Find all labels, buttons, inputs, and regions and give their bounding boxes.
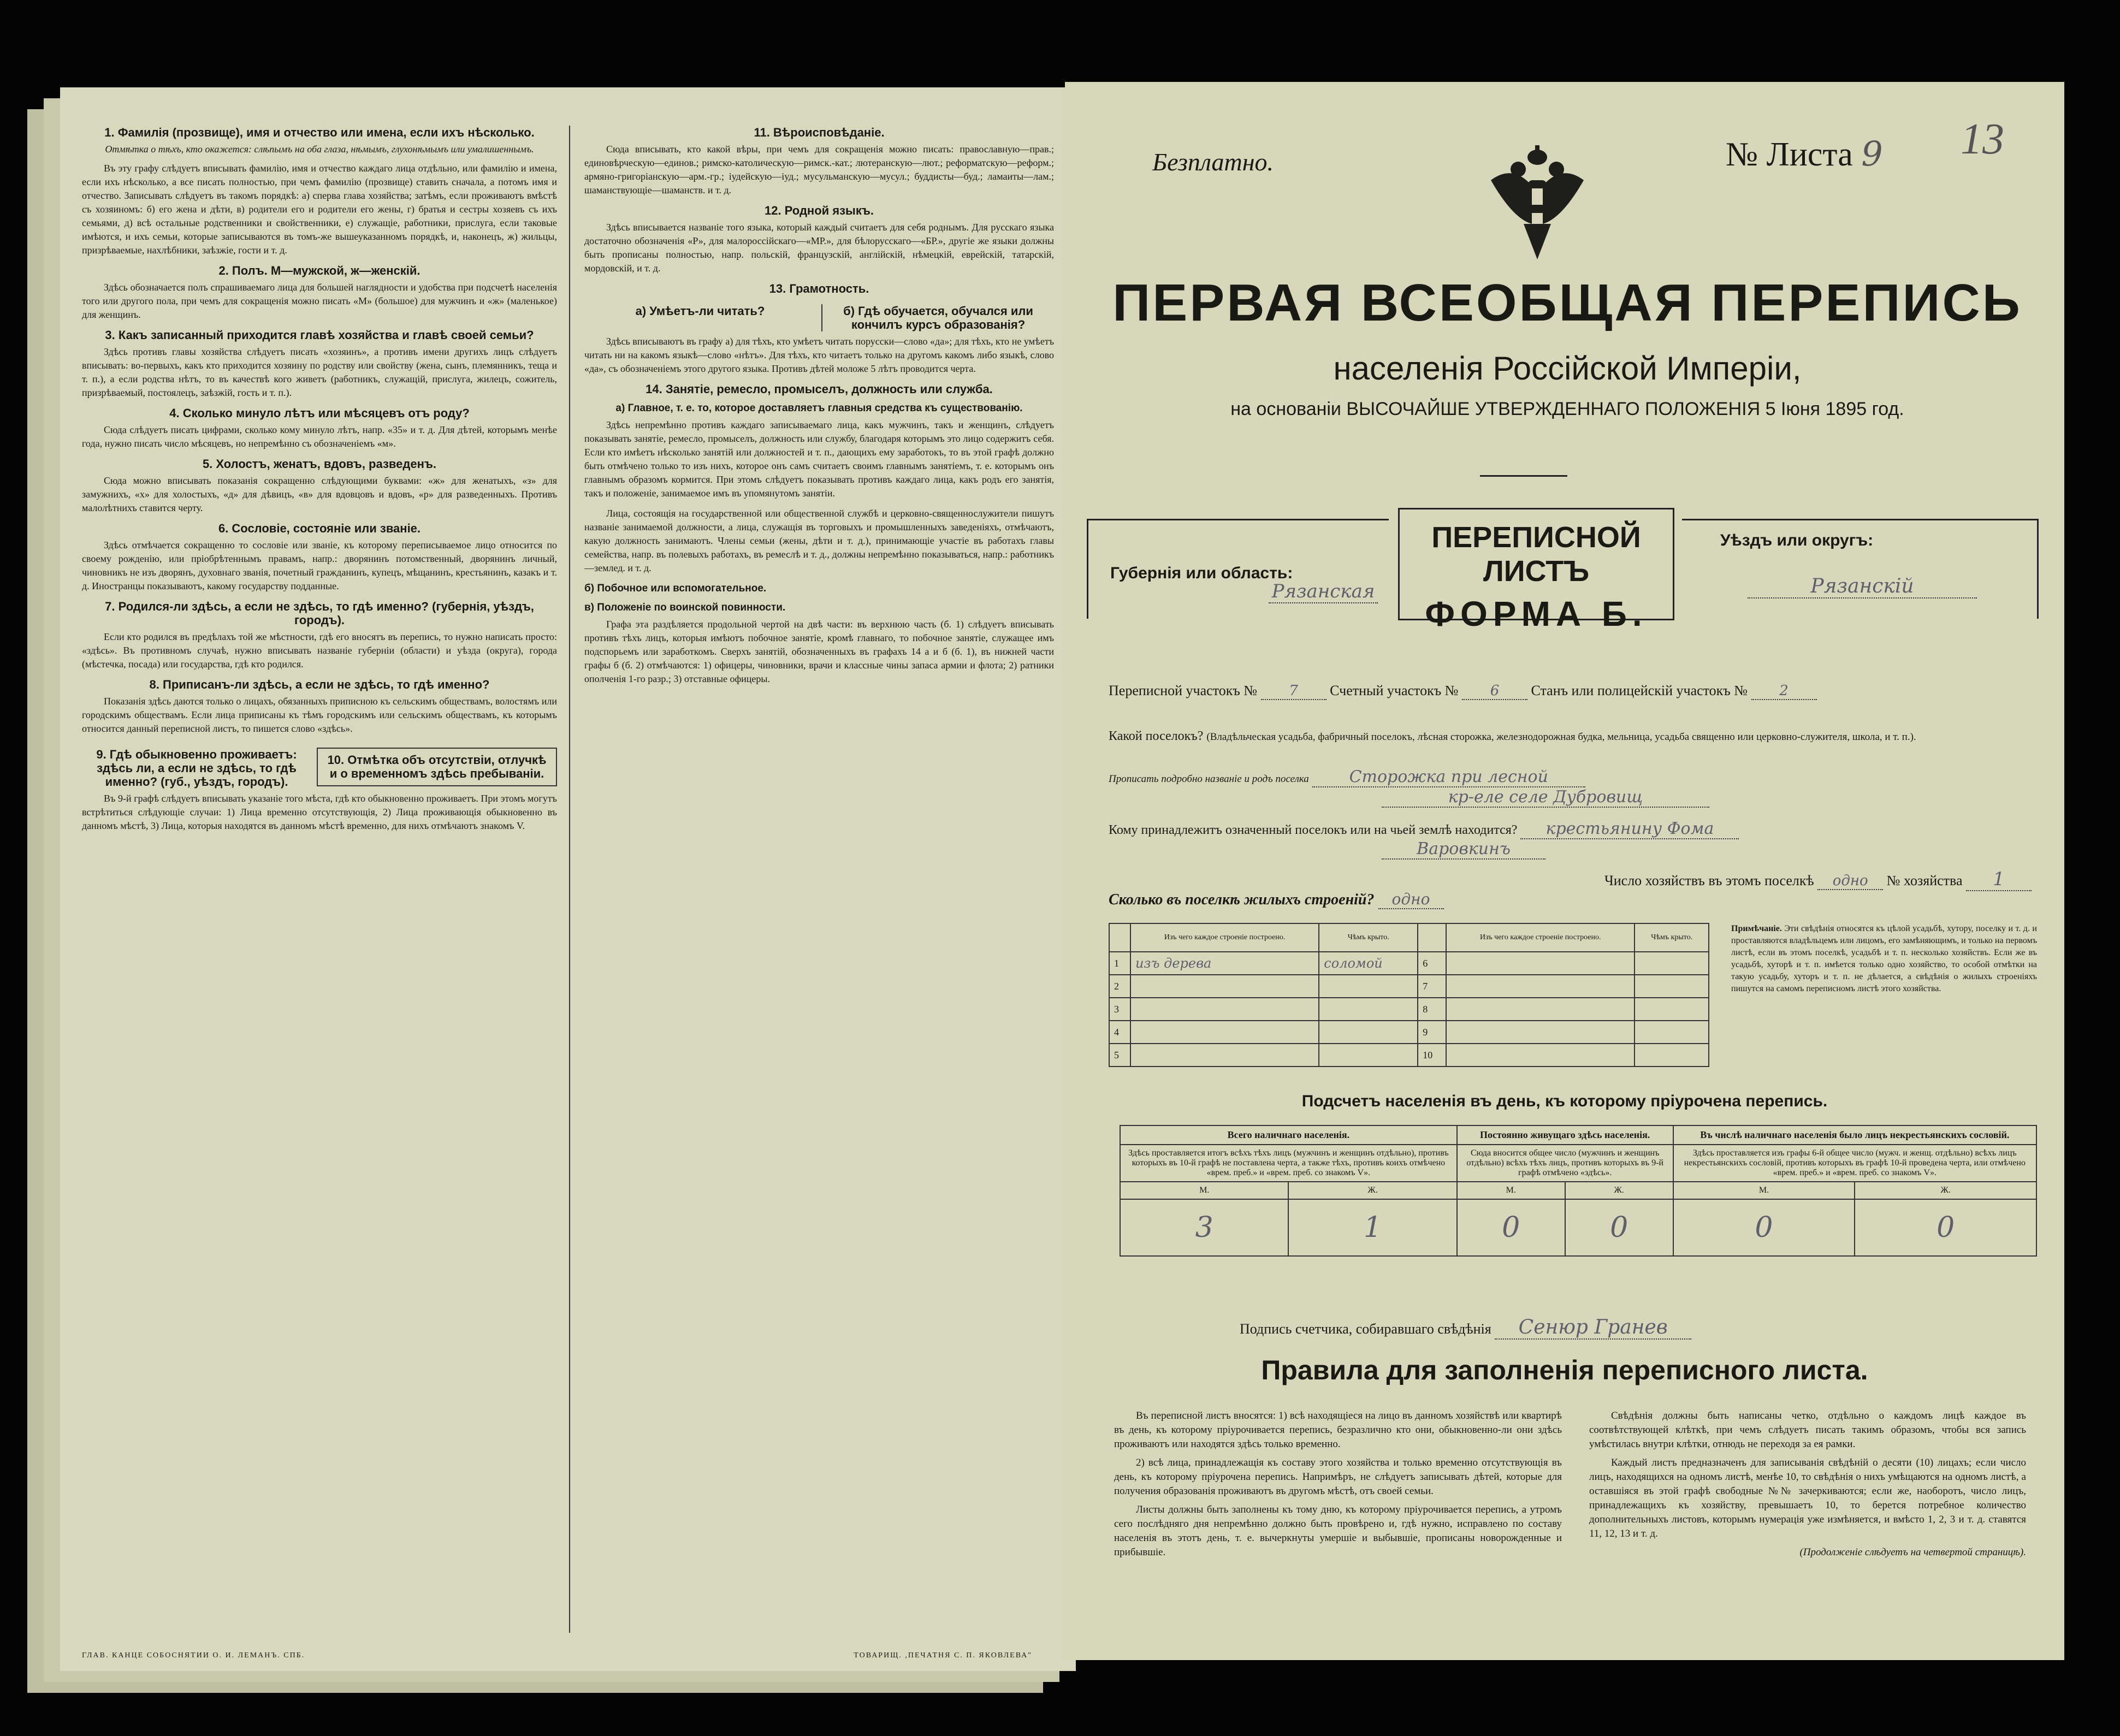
signature-value[interactable]: Сенюр Гранев <box>1495 1316 1691 1340</box>
rules-continued: (Продолженіе слѣдуетъ на четвертой страницѣ). <box>1799 1547 2026 1558</box>
form-type: ФОРМА Б. <box>1425 594 1648 633</box>
poselok-label: Какой поселокъ? <box>1109 729 1204 743</box>
section-8-title: 8. Приписанъ-ли здѣсь, а если не здѣсь, то гдѣ именно? <box>149 678 490 691</box>
section-10-title: 10. Отмѣтка объ отсутствіи, отлучкѣ и о временномъ здѣсь пребываніи. <box>317 748 557 786</box>
ct-desc-nonpeasant: Здѣсь проставляется изъ графы 6-й общее число (мужч. и женщ. отдѣльно) всѣхъ лицъ некрестьянскихъ сословій, противъ которыхъ въ графѣ 10-й проведена черта, или отмѣчено «врем. преб.» и «врем. преб. со знакомъ V». <box>1673 1145 2036 1182</box>
male-header: М. <box>1457 1182 1565 1199</box>
left-page <box>60 87 1076 1671</box>
owner-line <box>1109 819 1739 860</box>
section-7-text: Если кто родился въ предѣлахъ той же мѣстности, гдѣ его вносятъ въ перепись, то нужно написать просто: «здѣсь». Въ противномъ случаѣ, нужно вписывать названіе губерніи (области) и уѣзда (округа), города (мѣстечка, посада) или государства, гдѣ кто родился. <box>82 631 557 669</box>
material-cell[interactable] <box>1130 998 1319 1021</box>
poselok-line <box>1109 729 2037 744</box>
material-cell[interactable] <box>1446 998 1635 1021</box>
census-subtitle: населенія Россійской Имперіи, <box>1333 350 1802 387</box>
ct-header-nonpeasant: Въ числѣ наличнаго населенія было лицъ некрестьянскихъ сословій. <box>1673 1125 2036 1145</box>
roof-cell[interactable] <box>1319 1044 1418 1067</box>
material-cell[interactable] <box>1446 952 1635 975</box>
handwritten-page-number: 13 <box>1961 115 2004 163</box>
owner-value-2[interactable]: Варовкинъ <box>1382 839 1545 860</box>
roof-cell[interactable] <box>1635 1021 1709 1044</box>
material-cell[interactable] <box>1130 1021 1319 1044</box>
section-4-title: 4. Сколько минуло лѣтъ или мѣсяцевъ отъ роду? <box>169 406 470 420</box>
household-no-label: № хозяйства <box>1886 873 1963 888</box>
uezd-label: Уѣздъ или округъ: <box>1720 531 1874 549</box>
bt-header-roof: Чѣмъ крыто. <box>1319 923 1418 952</box>
count-resident-female[interactable]: 0 <box>1565 1199 1673 1256</box>
rules-paragraph: Свѣдѣнія должны быть написаны четко, отдѣльно о каждомъ лицѣ каждое въ соотвѣтствующей клѣткѣ, при чемъ слѣдуетъ писать такимъ образомъ, чтобы вся запись умѣстилась внутри клѣтки, отнюдь не переходя за ея рамки. <box>1589 1410 2026 1450</box>
households-count-value[interactable]: одно <box>1817 873 1883 890</box>
section-2-text: Здѣсь обозначается полъ спрашиваемаго лица для большей наглядности и удобства при подсчетѣ населенія того или другого пола, при чемъ для сокращенія можно писать «М» (большое) для мужчинъ и «ж» (маленькое) для женщинъ. <box>82 282 557 320</box>
section-4-text: Сюда слѣдуетъ писать цифрами, сколько кому минуло лѣтъ, напр. «35» и т. д. Для дѣтей, которымъ менѣе года, нужно писать число мѣсяцевъ, но непремѣнно съ обозначеніемъ «м». <box>82 424 557 449</box>
census-title: ПЕРВАЯ ВСЕОБЩАЯ ПЕРЕПИСЬ <box>1112 274 2022 332</box>
roof-cell[interactable] <box>1319 1021 1418 1044</box>
section-1-text: Въ эту графу слѣдуетъ вписывать фамилію, имя и отчество каждаго лица отдѣльно, или фамилію и имена, если ихъ нѣсколько, а все писать полностью, при чемъ фамилію (прозвище) ставить сначала, а потомъ имя и отчество. Записывать слѣдуетъ въ такомъ порядкѣ: а) сперва глава хозяйства; затѣмъ, если проживаютъ вмѣстѣ съ хозяиномъ: б) его жена и дѣти, в) родители его и родители его жены, г) братья и сестры хозяевъ съ ихъ семьями, д) всѣ остальные родственники и свойственники, е) служащіе, работники, прислуга, если таковые имѣются, и ихъ семьи, которые записываются въ томъ-же вышеуказанномъ порядкѣ, и, наконецъ, ж) жильцы, призрѣваемые, нахлѣбники, заѣзжіе, гости и т. д. <box>82 163 557 256</box>
section-3-title: 3. Какъ записанный приходится главѣ хозяйства и главѣ своей семьи? <box>105 328 534 342</box>
instructions-column-2 <box>584 120 1054 692</box>
table-row <box>1109 1021 1709 1044</box>
ct-desc-present: Здѣсь проставляется итогъ всѣхъ тѣхъ лицъ (мужчинъ и женщинъ отдѣльно), противъ которыхъ въ 10-й графѣ не поставлена черта, а также тѣхъ, противъ коихъ отмѣчено «врем. преб.» и «врем. преб. со знакомъ V». <box>1120 1145 1457 1182</box>
row-number: 4 <box>1109 1021 1130 1044</box>
population-count-table <box>1120 1125 2037 1257</box>
section-9-title: 9. Гдѣ обыкновенно проживаетъ: здѣсь ли, а если не здѣсь, то гдѣ именно? (губ., уѣздъ, городъ). <box>96 748 297 789</box>
section-14v: в) Положеніе по воинской повинности. <box>584 602 786 613</box>
poselok-hint2: Прописать подробно названіе и родъ поселка <box>1109 773 1309 785</box>
section-1-note: Отмѣтка о тѣхъ, кто окажется: слѣпымъ на оба глаза, нѣмымъ, глухонѣмымъ или умалишеннымъ. <box>105 144 534 155</box>
section-14b: б) Побочное или вспомогательное. <box>584 583 767 594</box>
table-row <box>1109 1044 1709 1067</box>
female-header: Ж. <box>1565 1182 1673 1199</box>
poselok-hint: (Владѣльческая усадьба, фабричный поселокъ, лѣсная сторожка, железнодорожная будка, мельница, усадьба священно или церковно-служителя, школа, и т. п.). <box>1206 731 1916 743</box>
section-2-title: 2. Полъ. М—мужской, ж—женскій. <box>218 264 421 277</box>
roof-cell[interactable] <box>1635 998 1709 1021</box>
divider <box>1480 475 1567 477</box>
uchastok-value[interactable]: 7 <box>1261 683 1327 700</box>
roof-cell[interactable] <box>1635 952 1709 975</box>
section-5-title: 5. Холостъ, женатъ, вдовъ, разведенъ. <box>202 457 437 471</box>
section-13-text: Здѣсь вписываютъ въ графу а) для тѣхъ, кто умѣетъ читать порусски—слово «да»; для тѣхъ, кто не умѣетъ читать ни на какомъ языкѣ—слово «нѣтъ». Для тѣхъ, кто читаетъ только на другомъ какомъ либо языкѣ, слово «да», съ обозначеніемъ этого другого языка. Противъ дѣтей моложе 5 лѣтъ проводится черта. <box>584 336 1054 374</box>
roof-cell[interactable] <box>1635 975 1709 998</box>
section-13b: б) Гдѣ обучается, обучался или кончилъ курсъ образованія? <box>821 304 1054 331</box>
table-row <box>1109 975 1709 998</box>
poselok-value-line <box>1109 767 2037 808</box>
form-title-box <box>1398 508 1674 633</box>
stan-value[interactable]: 2 <box>1751 683 1817 700</box>
material-cell[interactable] <box>1130 1044 1319 1067</box>
section-12-text: Здѣсь вписывается названіе того языка, который каждый считаетъ для себя роднымъ. Для русскаго языка достаточно обозначенія «Р», для малороссійскаго—«МР.», для бѣлорусскаго—«БР.», другіе же языки должны быть прописаны полностью, напр. польскій, французскій, англійскій, нѣмецкій, еврейскій, татарскій, мордовскій, и т. д. <box>584 222 1054 274</box>
sheet-number-label: № Листа <box>1726 136 1853 173</box>
buildings-line <box>1109 890 1444 909</box>
section-13a: а) Умѣетъ-ли читать? <box>635 304 765 318</box>
section-6-title: 6. Сословіе, состояніе или званіе. <box>218 522 421 535</box>
note-title: Примѣчаніе. <box>1731 924 1782 933</box>
count-present-female[interactable]: 1 <box>1288 1199 1456 1256</box>
uchastok-label: Переписной участокъ № <box>1109 683 1258 698</box>
count-present-male[interactable]: 3 <box>1120 1199 1288 1256</box>
section-11-title: 11. Вѣроисповѣданіе. <box>754 126 885 139</box>
count-nonpeasant-male[interactable]: 0 <box>1673 1199 1855 1256</box>
stan-label: Станъ или полицейскій участокъ № <box>1531 683 1748 698</box>
census-basis: на основаніи ВЫСОЧАЙШЕ УТВЕРЖДЕННАГО ПОЛОЖЕНІЯ 5 Іюня 1895 год. <box>1230 399 1904 419</box>
owner-value-1[interactable]: крестьянину Фома <box>1520 819 1739 839</box>
section-14-text2: Лица, состоящія на государственной или общественной службѣ и церковно-священнослужители пишутъ названіе занимаемой должности, а лица, служащія въ торговыхъ и промышленныхъ заведеніяхъ, отмѣчаютъ, какую должность занимаютъ. Члены семьи (жены, дѣти и т. д.), принимающіе участіе въ работахъ главы семейства, напр. въ полевыхъ работахъ, въ ремеслѣ и т. д., должны непремѣнно показываться, напр.: работникъ—землед. и т. д. <box>584 508 1054 573</box>
population-count-title: Подсчетъ населенія въ день, къ которому пріурочена перепись. <box>1301 1092 1828 1110</box>
row-number: 5 <box>1109 1044 1130 1067</box>
section-8-text: Показанія здѣсь даются только о лицахъ, обязанныхъ приписною къ сельскимъ обществамъ, волостямъ или городскимъ обществамъ. Если лица приписаны къ тѣмъ городскимъ или сельскимъ обществамъ, къ которымъ относится данный переписной листъ, то пишется слово «здѣсь». <box>82 696 557 734</box>
column-divider <box>569 126 570 1633</box>
row-number: 1 <box>1109 952 1130 975</box>
rules-column-1 <box>1114 1409 1562 1564</box>
section-14-text3: Графа эта раздѣляется продольной чертой на двѣ части: въ верхнюю часть (б. 1) слѣдуетъ вписывать противъ тѣхъ лицъ, которыя имѣютъ побочное занятіе, кромѣ главнаго, то побочное занятіе, служащее имъ подспорьемъ или заработкомъ. Сверхъ занятій, обозначенныхъ въ графахъ 14 а и б (б. 1), въ нижней части графы б (б. 2) отмѣчаются: 1) офицеры, чиновники, врачи и классные чины запаса армии и флота; 2) ратники ополченія 1-го разр.; 3) отставные офицеры. <box>584 619 1054 684</box>
material-cell[interactable]: изъ дерева <box>1130 952 1319 975</box>
schetny-value[interactable]: 6 <box>1462 683 1527 700</box>
gubernia-box <box>1087 519 1389 619</box>
rules-paragraph: Въ переписной листъ вносятся: 1) всѣ находящіеся на лицо въ данномъ хозяйствѣ или квартирѣ въ день, къ которому пріурочивается перепись, безразлично кто они, обыкновенно-ли они здѣсь проживаютъ или находятся здѣсь только временно. <box>1114 1410 1562 1450</box>
section-14-text: Здѣсь непремѣнно противъ каждаго записываемаго лица, какъ мужчинъ, такъ и женщинъ, слѣдуетъ показывать занятіе, ремесло, промыселъ, должность или службу, благодаря которымъ это лицо содержитъ себя. Если кто имѣетъ нѣсколько занятій или должностей и т. п., дающихъ ему заработокъ, то въ этой графѣ должно быть отмѣчено только то изъ нихъ, которое онъ самъ считаетъ своимъ главнымъ занятіемъ, т. е. которымъ онъ главнымъ образомъ кормится. При этомъ слѣдуетъ показывать противъ каждаго лица, какъ родъ его занятія, такъ и положеніе, занимаемое имъ въ упомянутомъ занятіи. <box>584 419 1054 499</box>
roof-cell[interactable] <box>1319 975 1418 998</box>
form-title: ПЕРЕПИСНОЙ ЛИСТЪ <box>1431 521 1641 588</box>
table-row <box>1109 998 1709 1021</box>
section-11-text: Сюда вписывать, кто какой вѣры, при чемъ для сокращенія можно писать: православную—прав.; единовѣрческую—единов.; римско-католическую—римск.-кат.; лютеранскую—лют.; реформатскую—реформ.; армяно-григоріанскую—арм.-гр.; іудейскую—іуд.; мусульманскую—мусул.; буддисты—буд.; ламаиты—лам.; шаманствующіе—шаманств. и т. д. <box>584 144 1054 195</box>
material-cell[interactable] <box>1446 1044 1635 1067</box>
right-page <box>1065 82 2064 1660</box>
bt-header-roof-2: Чѣмъ крыто. <box>1635 923 1709 952</box>
buildings-value[interactable]: одно <box>1378 890 1444 909</box>
rules-column-2 <box>1589 1409 2026 1564</box>
section-1-title: 1. Фамилія (прозвище), имя и отчество или имена, если ихъ нѣсколько. <box>104 126 535 139</box>
ct-header-resident: Постоянно живущаго здѣсь населенія. <box>1457 1125 1673 1145</box>
row-number: 7 <box>1418 975 1446 998</box>
section-14a: а) Главное, т. е. то, которое доставляетъ главныя средства къ существованію. <box>615 402 1023 414</box>
roof-cell[interactable] <box>1319 998 1418 1021</box>
section-3-text: Здѣсь противъ главы хозяйства слѣдуетъ писать «хозяинъ», а противъ имени другихъ лицъ слѣдуетъ вписывать: во-первыхъ, какъ кто приходится хозяину по родству или свойству (жена, сынъ, племянникъ, теща и т. п.), а если родства нѣтъ, то въ качествѣ кого живетъ (работникъ, служащій, прислуга, жилецъ, сожитель, призрѣваемый, постоялецъ, заѣзжій, гость и т. п.). <box>82 346 557 398</box>
signature-label: Подпись счетчика, собиравшаго свѣдѣнія <box>1240 1321 1491 1337</box>
female-header: Ж. <box>1855 1182 2036 1199</box>
rules-paragraph: Каждый листъ предназначенъ для записыванія свѣдѣній о десяти (10) лицахъ; если число лицъ, находящихся на одномъ листѣ, менѣе 10, то свѣдѣнія о нихъ умѣщаются на одномъ листѣ, а оставшіяся въ этой графѣ свободные №№ зачеркиваются; если же, наоборотъ, число лицъ, принадлежащихъ къ хозяйству, превышаетъ 10, то берется потребное количество дополнительныхъ листовъ, которымъ нумерація уже измѣняется, и вмѣсто 1, 2, 3 и т. д. ставятся 11, 12, 13 и т. д. <box>1589 1457 2026 1539</box>
section-14-title: 14. Занятіе, ремесло, промыселъ, должность или служба. <box>646 382 993 396</box>
material-cell[interactable] <box>1446 1021 1635 1044</box>
section-9-text: Въ 9-й графѣ слѣдуетъ вписывать указаніе того мѣста, гдѣ кто обыкновенно проживаетъ. При этомъ могутъ встрѣтиться слѣдующіе случаи: 1) Лица временно отсутствующія, 2) Лица проживающія обыкновенно въ данномъ мѣстѣ, 3) Лица, которыя находятся въ данномъ мѣстѣ временно, для нихъ отмѣчаютъ знакомъ V. <box>82 793 557 831</box>
gubernia-value[interactable]: Рязанская <box>1269 580 1378 603</box>
instructions-column-1 <box>82 120 557 839</box>
uezd-box <box>1682 519 2039 619</box>
buildings-table <box>1109 923 1709 1067</box>
ct-desc-resident: Сюда вносится общее число (мужчинъ и женщинъ отдѣльно) всѣхъ тѣхъ лицъ, противъ которыхъ въ 9-й графѣ отмѣчено «здѣсь». <box>1457 1145 1673 1182</box>
buildings-note <box>1731 923 2037 995</box>
section-13-title: 13. Грамотность. <box>769 282 869 295</box>
material-cell[interactable] <box>1130 975 1319 998</box>
rules-paragraph: 2) всѣ лица, принадлежащія къ составу этого хозяйства и только временно отсутствующія въ день, къ которому пріурочена перепись. Напримѣръ, не слѣдуетъ записывать дѣтей, которые для получения образованія проживаютъ въ другомъ мѣстѣ, отъ своей семьи. <box>1114 1457 1562 1497</box>
count-resident-male[interactable]: 0 <box>1457 1199 1565 1256</box>
households-line <box>1130 868 2032 891</box>
row-number: 8 <box>1418 998 1446 1021</box>
female-header: Ж. <box>1288 1182 1456 1199</box>
roof-cell[interactable] <box>1635 1044 1709 1067</box>
households-count-label: Число хозяйствъ въ этомъ поселкѣ <box>1604 873 1814 888</box>
uezd-value[interactable]: Рязанскій <box>1748 575 1977 599</box>
section-5-text: Сюда можно вписывать показанія сокращенно слѣдующими буквами: «ж» для женатыхъ, «з» для замужнихъ, «х» для холостыхъ, «д» для дѣвицъ, «в» для вдовцовъ и вдовъ, «р» для разведенныхъ. Противъ малолѣтнихъ ставится черту. <box>82 475 557 513</box>
rules-paragraph: Листы должны быть заполнены къ тому дню, къ которому пріурочивается перепись, а утромъ сего послѣдняго дня непремѣнно должно быть провѣрено и, гдѣ нужно, исправлено по составу населенія въ этотъ день, т. е. вычеркнуты умершіе и выбывшіе, прописаны новорожденные и прибывшіе. <box>1114 1504 1562 1558</box>
section-12-title: 12. Родной языкъ. <box>764 204 874 217</box>
owner-label: Кому принадлежитъ означенный поселокъ или на чьей землѣ находится? <box>1109 823 1518 837</box>
row-number: 6 <box>1418 952 1446 975</box>
printer-imprint-right: ТОВАРИЩ. ,ПЕЧАТНЯ С. П. ЯКОВЛЕВА" <box>854 1651 1032 1660</box>
schetny-label: Счетный участокъ № <box>1330 683 1459 698</box>
male-header: М. <box>1120 1182 1288 1199</box>
poselok-value-1[interactable]: Сторожка при лесной <box>1312 767 1585 787</box>
table-row <box>1109 952 1709 975</box>
male-header: М. <box>1673 1182 1855 1199</box>
material-cell[interactable] <box>1446 975 1635 998</box>
section-6-text: Здѣсь отмѣчается сокращенно то сословіе или званіе, къ которому переписываемое лицо относится по своему рожденію, или пріобрѣтеннымъ правамъ, напр.: дворянинъ потомственный, дворянинъ личный, чиновникъ не изъ дворянъ, духовнаго званія, почетный гражданинъ, купецъ, мѣщанинъ, крестьянинъ, казакъ и т. д. Иностранцы показываютъ, какому государству подданные. <box>82 540 557 591</box>
count-nonpeasant-female[interactable]: 0 <box>1855 1199 2036 1256</box>
poselok-value-2[interactable]: кр-еле селе Дубровищ <box>1382 787 1709 808</box>
ct-header-present: Всего наличнаго населенія. <box>1120 1125 1457 1145</box>
gubernia-label: Губернія или область: <box>1110 564 1293 582</box>
row-number: 10 <box>1418 1044 1446 1067</box>
sheet-number-value: 9 <box>1861 134 1883 174</box>
bt-header-material: Изъ чего каждое строеніе построено. <box>1130 923 1319 952</box>
row-number: 9 <box>1418 1021 1446 1044</box>
row-number: 3 <box>1109 998 1130 1021</box>
section-7-title: 7. Родился-ли здѣсь, а если не здѣсь, то гдѣ именно? (губернія, уѣздъ, городъ). <box>105 600 534 627</box>
note-text: Эти свѣдѣнія относятся къ цѣлой усадьбѣ, хутору, поселку и т. д. и проставляются владѣльцемъ или лицомъ, его замѣняющимъ, и только на первомъ листѣ, если въ этомъ поселкѣ, усадьбѣ и т. п. несколько хозяйствъ. Если же въ усадьбѣ, хуторѣ и т. п. имѣется только одно хозяйство, то особой отмѣтки на такую усадьбу, хуторъ и т. п. не дѣлается, а свѣдѣнія о жилыхъ строеніяхъ пишутся на самомъ переписномъ листѣ этого хозяйства. <box>1731 924 2037 993</box>
printer-imprint-left: ГЛАВ. КАНЦЕ СОБОСНЯТИИ О. И. ЛЕМАНЪ. СПБ. <box>82 1651 305 1660</box>
household-no-value[interactable]: 1 <box>1966 868 2032 891</box>
roof-cell[interactable]: соломой <box>1319 952 1418 975</box>
double-headed-eagle-icon <box>1480 142 1595 262</box>
rules-title: Правила для заполненія переписного листа. <box>1261 1355 1868 1385</box>
district-line <box>1109 683 1817 700</box>
bt-header-material-2: Изъ чего каждое строеніе построено. <box>1446 923 1635 952</box>
row-number: 2 <box>1109 975 1130 998</box>
free-label: Безплатно. <box>1152 148 1274 176</box>
buildings-label: Сколько въ поселкѣ жилыхъ строеній? <box>1109 891 1375 908</box>
sheet-number <box>1726 134 1883 174</box>
signature-line <box>1240 1316 1691 1340</box>
